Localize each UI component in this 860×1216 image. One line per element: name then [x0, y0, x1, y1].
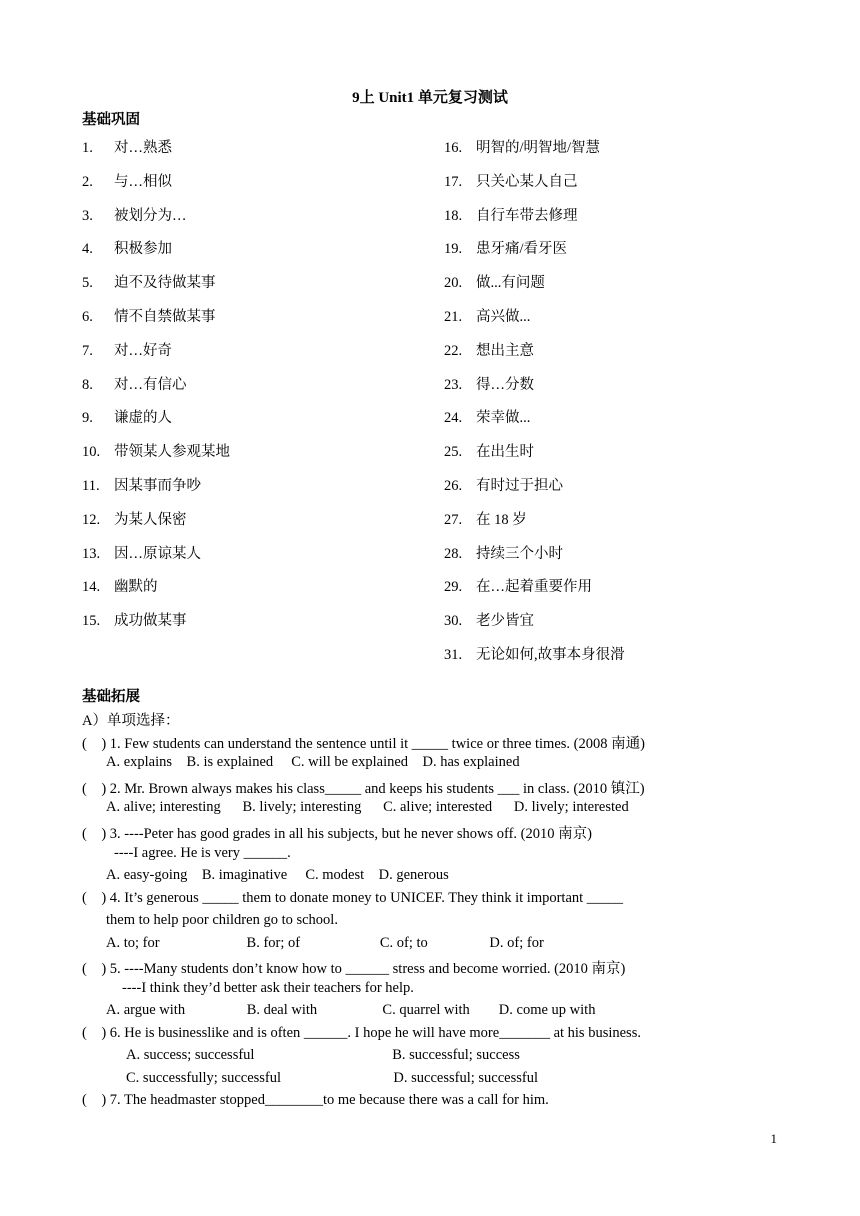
vocab-number: 9. — [82, 410, 93, 427]
page-title: 9上 Unit1 单元复习测试 — [352, 90, 508, 106]
vocab-item — [82, 271, 216, 292]
vocab-item — [444, 373, 534, 394]
vocab-number: 8. — [82, 376, 93, 393]
vocab-item — [82, 440, 230, 461]
vocab-number: 27. — [444, 511, 463, 528]
vocab-number: 23. — [444, 376, 463, 393]
vocab-text: 想出主意 — [476, 342, 534, 359]
question-line: A. explains B. is explained C. will be explained D. has explained — [106, 754, 520, 770]
vocab-text: 对…熟悉 — [114, 140, 172, 156]
question-line: ----I think they’d better ask their teachers for help. — [122, 980, 414, 996]
vocab-number: 12. — [82, 511, 101, 528]
vocab-item — [82, 406, 172, 427]
question-line: A. alive; interesting B. lively; interesting C. alive; interested D. lively; interested — [106, 799, 629, 815]
vocab-item — [444, 305, 530, 326]
vocab-number: 22. — [444, 342, 463, 359]
vocab-item — [444, 474, 563, 495]
vocab-number: 3. — [82, 207, 93, 224]
subsection-label: A）单项选择： — [82, 713, 180, 729]
vocab-number: 16. — [444, 140, 463, 156]
vocab-item — [444, 609, 534, 630]
section-title-extension: 基础拓展 — [82, 689, 140, 705]
question-line: them to help poor children go to school. — [106, 912, 338, 928]
vocab-text: 在 18 岁 — [476, 511, 527, 528]
vocab-text: 幽默的 — [114, 579, 158, 596]
vocab-text: 因某事而争吵 — [114, 478, 201, 494]
vocab-number: 31. — [444, 647, 463, 663]
vocab-text: 与…相似 — [114, 173, 172, 190]
vocab-text: 被划分为… — [114, 207, 187, 224]
vocab-text: 为某人保密 — [114, 511, 187, 528]
page-number: 1 — [770, 1131, 777, 1146]
vocab-number: 6. — [82, 309, 93, 325]
vocab-item — [444, 237, 567, 258]
question-line: A. argue with B. deal with C. quarrel with D. come up with — [106, 1002, 596, 1018]
vocab-text: 带领某人参观某地 — [114, 444, 230, 461]
vocab-number: 19. — [444, 241, 463, 258]
question-line: ( ) 3. ----Peter has good grades in all his subjects, but he never shows off. (2010 南京) — [82, 826, 592, 842]
vocab-text: 迫不及待做某事 — [114, 275, 216, 292]
vocab-number: 10. — [82, 444, 101, 461]
vocab-number: 7. — [82, 342, 93, 359]
vocab-item — [444, 508, 527, 529]
vocab-item — [444, 406, 530, 427]
question-line: ( ) 2. Mr. Brown always makes his class_____ and keeps his students ___ in class. (2010 镇江) — [82, 781, 645, 797]
vocab-item — [82, 339, 172, 360]
question-line: ( ) 4. It’s generous _____ them to donate money to UNICEF. They think it important _____ — [82, 890, 624, 906]
question-line: ( ) 6. He is businesslike and is often ______. I hope he will have more_______ at his business. — [82, 1025, 641, 1041]
vocab-text: 高兴做... — [476, 309, 531, 325]
vocab-item — [444, 542, 563, 563]
question-line: C. successfully; successful D. successful; successful — [126, 1070, 538, 1086]
vocab-text: 明智的/明智地/智慧 — [476, 140, 601, 156]
vocab-item — [444, 170, 578, 191]
vocab-number: 30. — [444, 613, 463, 630]
question-line: A. to; for B. for; of C. of; to D. of; for — [106, 935, 544, 951]
vocab-item — [82, 373, 187, 394]
vocab-number: 17. — [444, 173, 463, 190]
vocab-text: 自行车带去修理 — [476, 207, 578, 224]
vocab-item — [82, 136, 172, 157]
vocab-number: 24. — [444, 410, 463, 427]
vocab-number: 14. — [82, 579, 101, 596]
vocab-number: 5. — [82, 275, 93, 292]
vocab-text: 做...有问题 — [476, 275, 545, 292]
vocab-text: 谦虚的人 — [114, 410, 172, 427]
vocab-text: 情不自禁做某事 — [114, 309, 216, 325]
question-line: ----I agree. He is very ______. — [114, 845, 291, 861]
vocab-text: 因…原谅某人 — [114, 545, 201, 562]
question-line: A. easy-going B. imaginative C. modest D. generous — [106, 867, 449, 883]
vocab-number: 4. — [82, 241, 93, 258]
vocab-number: 25. — [444, 444, 463, 461]
vocab-item — [444, 440, 534, 461]
question-line: A. success; successful B. successful; success — [126, 1047, 520, 1063]
vocab-item — [82, 575, 158, 596]
vocab-text: 持续三个小时 — [476, 545, 563, 562]
vocab-number: 15. — [82, 613, 101, 630]
vocab-text: 成功做某事 — [114, 613, 187, 630]
vocab-item — [444, 271, 545, 292]
vocab-number: 20. — [444, 275, 463, 292]
vocab-item — [444, 643, 625, 664]
vocab-number: 28. — [444, 545, 463, 562]
vocab-item — [82, 609, 187, 630]
vocab-text: 在…起着重要作用 — [476, 579, 592, 596]
vocab-text: 老少皆宜 — [476, 613, 534, 630]
vocab-item — [444, 204, 578, 225]
vocab-text: 只关心某人自己 — [476, 173, 578, 190]
vocab-text: 积极参加 — [114, 241, 172, 258]
vocab-item — [82, 204, 187, 225]
vocab-number: 29. — [444, 579, 463, 596]
question-line: ( ) 5. ----Many students don’t know how to ______ stress and become worried. (2010 南京) — [82, 961, 626, 977]
vocab-number: 18. — [444, 207, 463, 224]
vocab-text: 患牙痛/看牙医 — [476, 241, 568, 258]
vocab-item — [82, 508, 187, 529]
vocab-text: 有时过于担心 — [476, 478, 563, 494]
vocab-item — [444, 575, 592, 596]
vocab-item — [82, 170, 172, 191]
vocab-number: 26. — [444, 478, 463, 494]
question-line: ( ) 7. The headmaster stopped________to me because there was a call for him. — [82, 1092, 549, 1108]
vocab-number: 13. — [82, 545, 101, 562]
question-line: ( ) 1. Few students can understand the sentence until it _____ twice or three times. (2008 南通) — [82, 736, 645, 752]
vocab-number: 2. — [82, 173, 93, 190]
vocab-text: 对…有信心 — [114, 376, 187, 393]
vocab-number: 1. — [82, 140, 93, 156]
vocab-text: 荣幸做... — [476, 410, 531, 427]
vocab-number: 11. — [82, 478, 100, 494]
section-title-basic: 基础巩固 — [82, 112, 140, 128]
vocab-text: 得…分数 — [476, 376, 534, 393]
vocab-item — [82, 305, 216, 326]
vocab-text: 无论如何,故事本身很滑 — [476, 647, 625, 663]
vocab-text: 对…好奇 — [114, 342, 172, 359]
vocab-item — [82, 474, 201, 495]
vocab-item — [82, 237, 172, 258]
vocab-text: 在出生时 — [476, 444, 534, 461]
vocab-number: 21. — [444, 309, 463, 325]
vocab-item — [444, 339, 534, 360]
vocab-item — [444, 136, 600, 157]
vocab-item — [82, 542, 201, 563]
